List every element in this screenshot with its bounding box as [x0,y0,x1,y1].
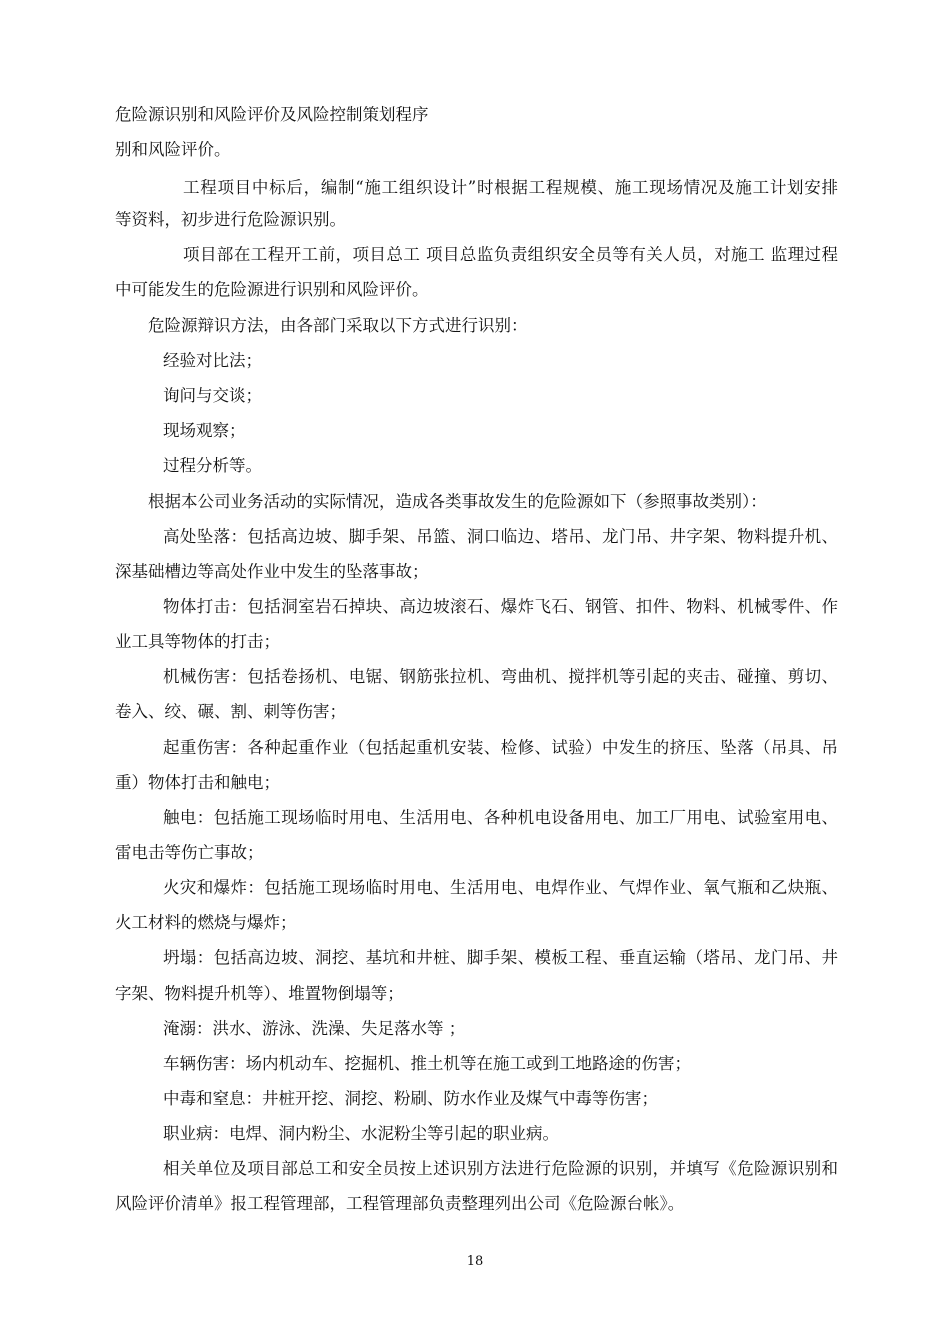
text-line: 项目部在工程开工前，项目总工 项目总监负责组织安全员等有关人员，对施工 监理过程 [183,245,838,264]
text-line: 别和风险评价。 [115,140,231,159]
list-item: 过程分析等。 [163,456,262,475]
list-item: 物体打击：包括洞室岩石掉块、高边坡滚石、爆炸飞石、钢管、扣件、物料、机械零件、作 [163,597,838,616]
text-line: 相关单位及项目部总工和安全员按上述识别方法进行危险源的识别，并填写《危险源识别和 [163,1159,838,1178]
list-item: 中毒和窒息：井桩开挖、洞挖、粉刷、防水作业及煤气中毒等伤害； [163,1089,658,1108]
text-line: 风险评价清单》报工程管理部，工程管理部负责整理列出公司《危险源台帐》。 [115,1194,685,1213]
text-line: 危险源辩识方法，由各部门采取以下方式进行识别： [148,316,528,335]
list-item: 现场观察； [163,421,246,440]
list-item: 职业病：电焊、洞内粉尘、水泥粉尘等引起的职业病。 [163,1124,559,1143]
text-line: 重）物体打击和触电； [115,773,280,792]
list-item: 高处坠落：包括高边坡、脚手架、吊篮、洞口临边、塔吊、龙门吊、井字架、物料提升机、 [163,527,838,546]
text-line: 字架、物料提升机等）、堆置物倒塌等； [115,984,404,1003]
text-line: 雷电击等伤亡事故； [115,843,264,862]
list-item: 淹溺：洪水、游泳、洗澡、失足落水等 ； [163,1019,466,1038]
running-header: 危险源识别和风险评价及风险控制策划程序 [115,105,429,124]
list-item: 火灾和爆炸：包括施工现场临时用电、生活用电、电焊作业、气焊作业、氧气瓶和乙炔瓶、 [163,878,838,897]
text-line: 卷入、绞、碾、割、刺等伤害； [115,702,346,721]
list-item: 经验对比法； [163,351,262,370]
text-line: 根据本公司业务活动的实际情况，造成各类事故发生的危险源如下（参照事故类别）： [148,492,767,511]
list-item: 触电：包括施工现场临时用电、生活用电、各种机电设备用电、加工厂用电、试验室用电、 [163,808,838,827]
list-item: 询问与交谈； [163,386,262,405]
text-line: 业工具等物体的打击； [115,632,280,651]
text-line: 火工材料的燃烧与爆炸； [115,913,297,932]
text-line: 中可能发生的危险源进行识别和风险评价。 [115,280,429,299]
list-item: 车辆伤害：场内机动车、挖掘机、推土机等在施工或到工地路途的伤害； [163,1054,691,1073]
page-number: 18 [466,1254,484,1269]
list-item: 起重伤害：各种起重作业（包括起重机安装、检修、试验）中发生的挤压、坠落（吊具、吊 [163,738,838,757]
text-line: 深基础槽边等高处作业中发生的坠落事故； [115,562,429,581]
list-item: 坍塌：包括高边坡、洞挖、基坑和井桩、脚手架、模板工程、垂直运输（塔吊、龙门吊、井 [163,948,838,967]
text-line: 工程项目中标后，编制“施工组织设计”时根据工程规模、施工现场情况及施工计划安排 [183,178,838,197]
list-item: 机械伤害：包括卷扬机、电锯、钢筋张拉机、弯曲机、搅拌机等引起的夹击、碰撞、剪切、 [163,667,838,686]
text-line: 等资料，初步进行危险源识别。 [115,210,346,229]
